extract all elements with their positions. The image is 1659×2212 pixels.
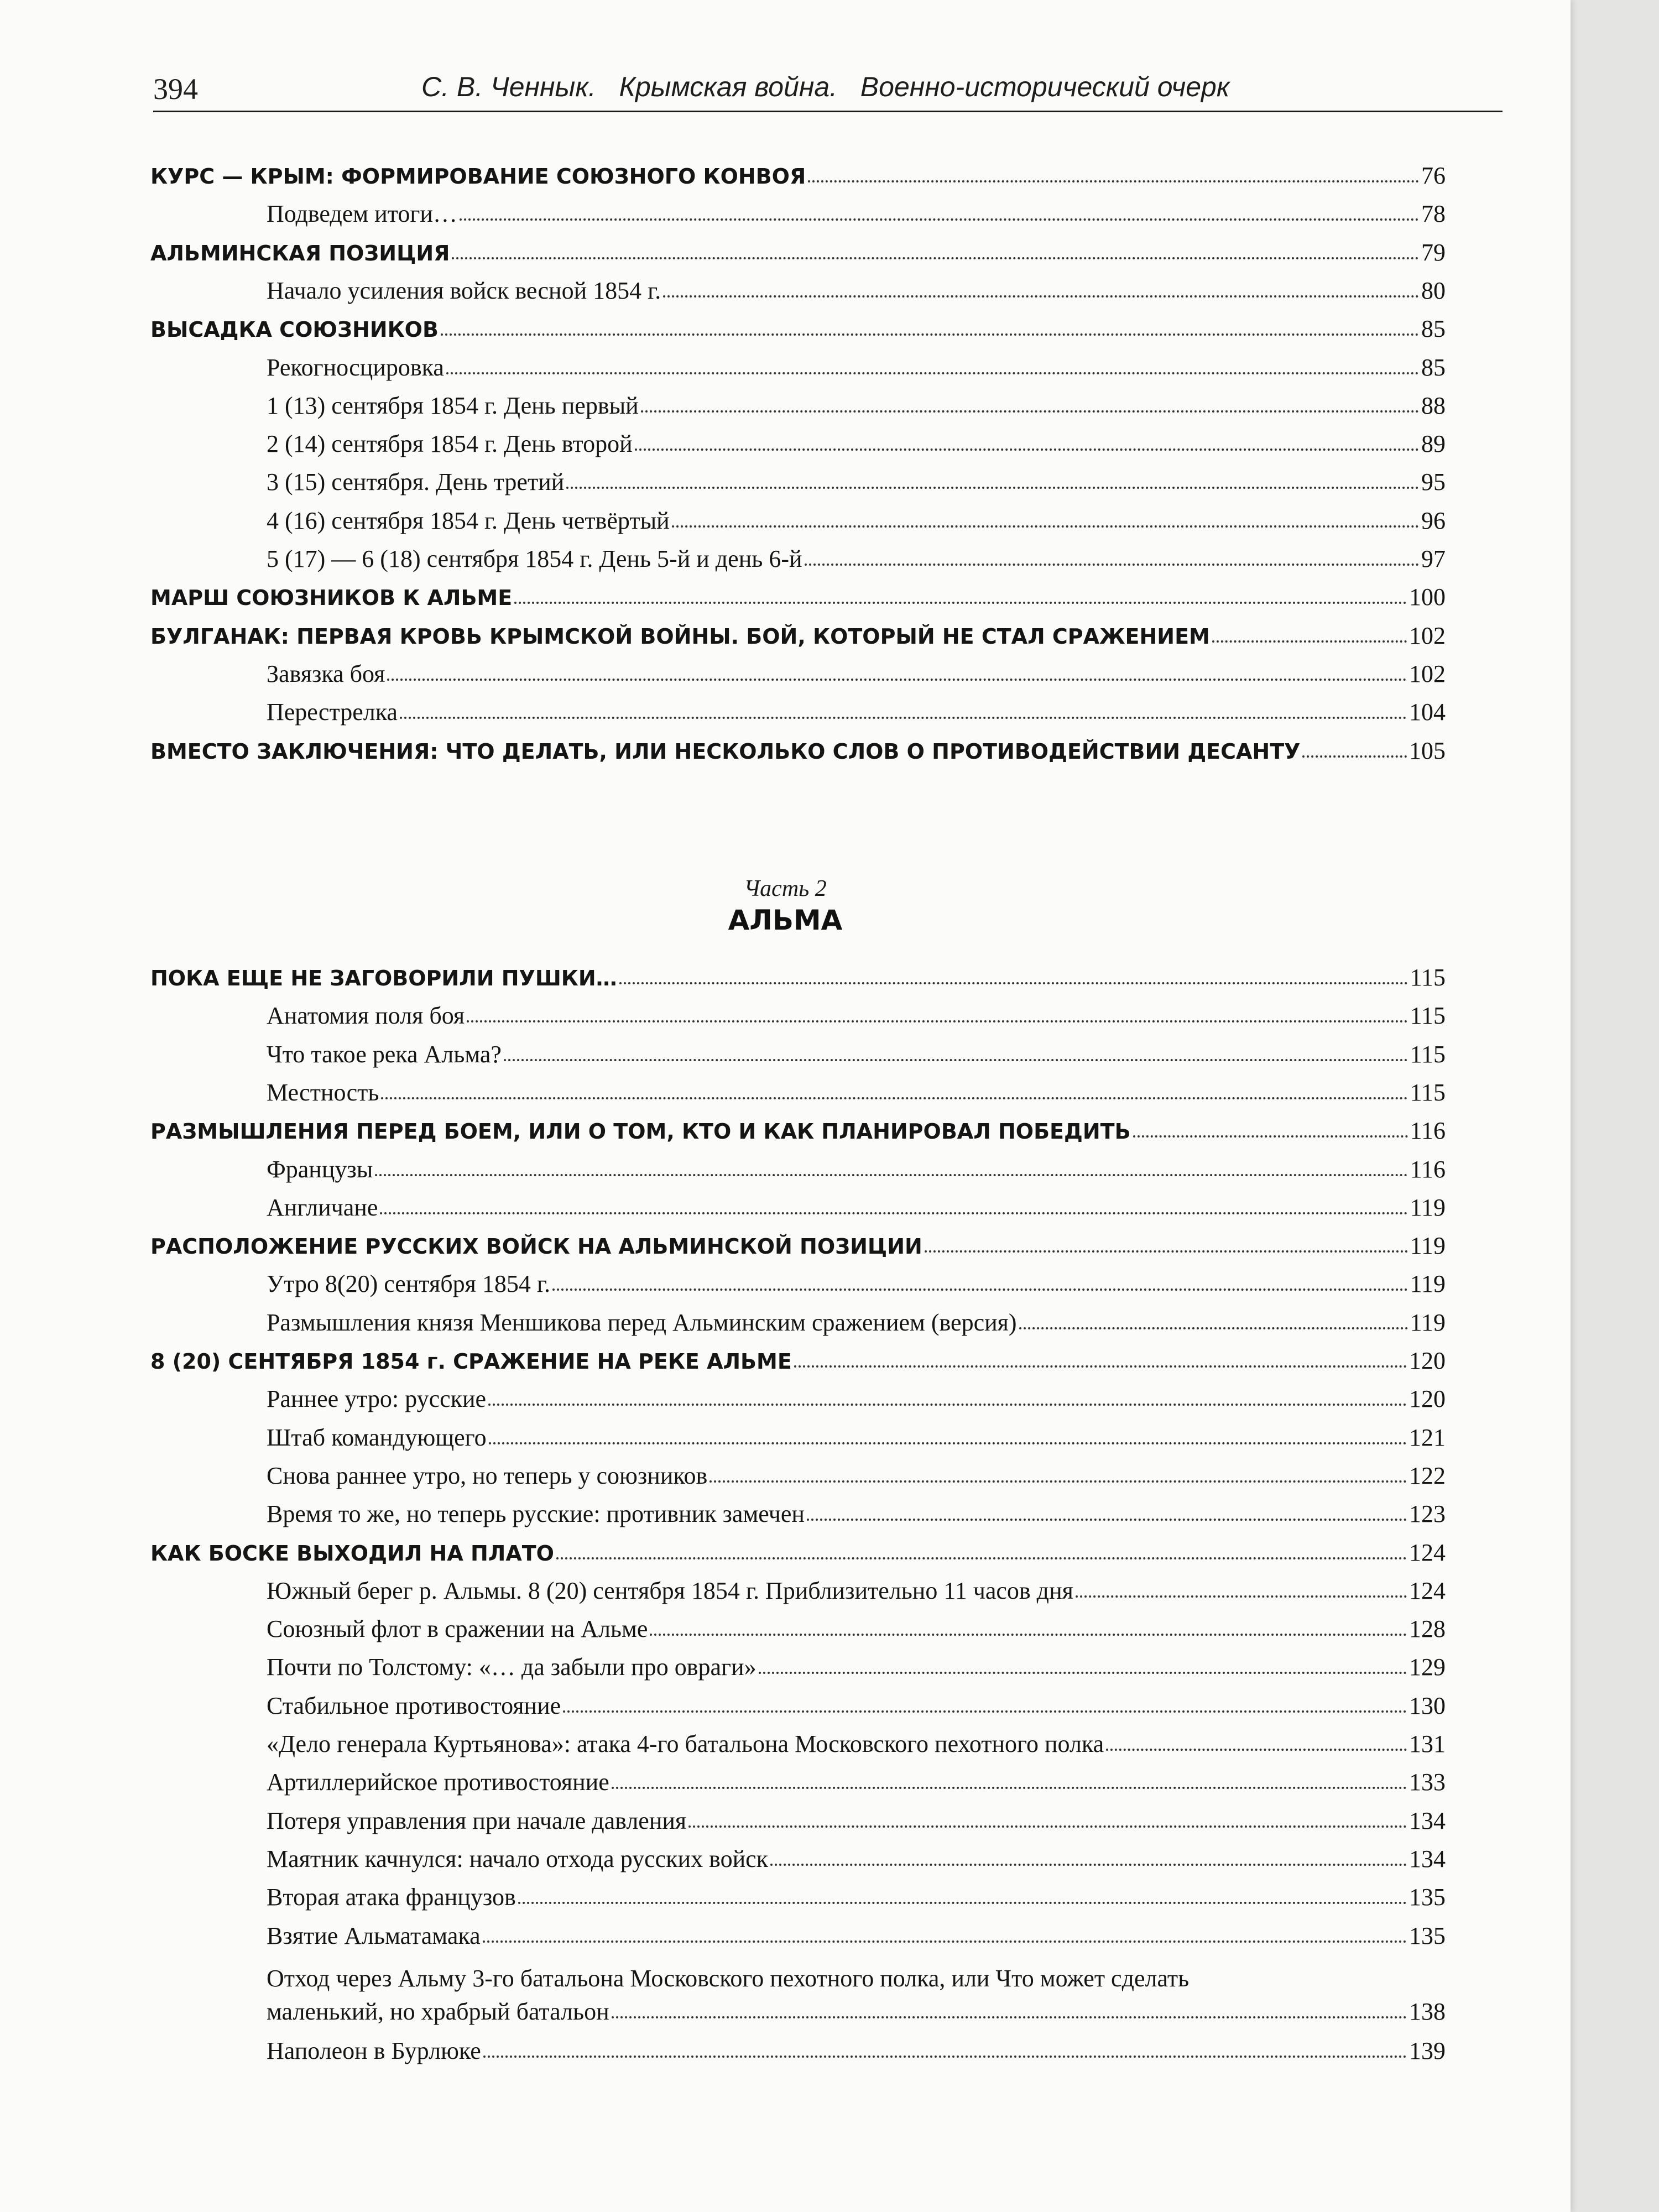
toc-entry-page: 134 (1409, 1845, 1446, 1872)
toc-entry-page: 104 (1409, 698, 1446, 726)
toc-entry-page: 119 (1410, 1309, 1446, 1336)
toc-section-entry[interactable] (267, 1040, 1446, 1078)
toc-entry-title: Местность (267, 1079, 379, 1106)
dot-leader (504, 1058, 1408, 1061)
toc-chapter-entry[interactable] (150, 315, 1446, 352)
toc-entry-page: 102 (1409, 622, 1446, 649)
toc-entry-page: 76 (1421, 162, 1446, 189)
toc-entry-title: Штаб командующего (267, 1424, 487, 1451)
toc-section-entry[interactable] (267, 1807, 1446, 1844)
toc-entry-title: Рекогносцировка (267, 354, 444, 381)
toc-entry-title: 2 (14) сентября 1854 г. День второй (267, 430, 633, 457)
toc-entry-title: Южный берег р. Альмы. 8 (20) сентября 1854 г. Приблизительно 11 часов дня (267, 1577, 1073, 1604)
toc-entry-title: 8 (20) СЕНТЯБРЯ 1854 г. СРАЖЕНИЕ НА РЕКЕ АЛЬМЕ (150, 1349, 792, 1374)
toc-section-entry[interactable] (267, 468, 1446, 505)
toc-chapter-entry[interactable] (150, 1538, 1446, 1576)
toc-entry-multiline[interactable] (267, 1960, 1446, 2035)
dot-leader (807, 1518, 1407, 1521)
toc-section-entry[interactable] (267, 1500, 1446, 1537)
toc-section-entry[interactable] (267, 1883, 1446, 1921)
dot-leader (770, 1863, 1407, 1866)
toc-section-entry[interactable] (267, 430, 1446, 467)
dot-leader (489, 1442, 1407, 1444)
dot-leader (925, 1250, 1408, 1253)
toc-section-entry[interactable] (267, 1308, 1446, 1346)
dot-leader (650, 1633, 1407, 1636)
dot-leader (1019, 1327, 1408, 1329)
toc-entry-page: 120 (1409, 1347, 1446, 1374)
dot-leader (514, 601, 1407, 604)
toc-entry-title-line1: Отход через Альму 3-го батальона Московского пехотного полка, или Что может сделать (267, 1965, 1190, 1992)
dot-leader (446, 372, 1419, 374)
dot-leader (452, 257, 1419, 259)
dot-leader (488, 1403, 1407, 1406)
toc-section-entry[interactable] (267, 353, 1446, 391)
toc-section-entry[interactable] (267, 1001, 1446, 1039)
toc-entry-title: Снова раннее утро, но теперь у союзников (267, 1462, 708, 1489)
toc-entry-page: 115 (1410, 1002, 1446, 1029)
toc-entry-title: Перестрелка (267, 698, 398, 726)
toc-entry-title: Завязка боя (267, 660, 385, 687)
toc-section-entry[interactable] (267, 1423, 1446, 1461)
toc-section-entry[interactable] (267, 1922, 1446, 1959)
toc-entry-page: 124 (1409, 1539, 1446, 1566)
toc-entry-page: 79 (1421, 239, 1446, 266)
toc-chapter-entry[interactable] (150, 622, 1446, 659)
toc-entry-page: 120 (1409, 1385, 1446, 1412)
toc-section-entry[interactable] (267, 2037, 1446, 2074)
toc-entry-page: 139 (1409, 2037, 1446, 2064)
toc-chapter-entry[interactable] (150, 583, 1446, 620)
dot-leader (612, 2016, 1407, 2018)
toc-section-entry[interactable] (267, 507, 1446, 544)
dot-leader (1302, 755, 1407, 758)
toc-chapter-entry[interactable] (150, 1117, 1446, 1154)
toc-entry-page: 116 (1410, 1156, 1446, 1183)
toc-entry-page: 122 (1409, 1462, 1446, 1489)
dot-leader (663, 295, 1419, 298)
toc-entry-title: 1 (13) сентября 1854 г. День первый (267, 392, 639, 419)
toc-entry-page: 100 (1409, 583, 1446, 611)
dot-leader (612, 1786, 1407, 1789)
toc-entry-title: Союзный флот в сражении на Альме (267, 1615, 648, 1642)
toc-entry-page: 119 (1410, 1194, 1446, 1221)
toc-entry-title: Начало усиления войск весной 1854 г. (267, 277, 661, 304)
toc-entry-title: ВМЕСТО ЗАКЛЮЧЕНИЯ: ЧТО ДЕЛАТЬ, ИЛИ НЕСКОЛЬКО СЛОВ О ПРОТИВОДЕЙСТВИИ ДЕСАНТУ (150, 739, 1301, 764)
dot-leader (709, 1480, 1407, 1483)
toc-chapter-entry[interactable] (150, 737, 1446, 774)
toc-entry-title: Подведем итоги… (267, 200, 457, 227)
toc-entry-page: 138 (1409, 1998, 1446, 2025)
dot-leader (483, 1940, 1407, 1943)
toc-entry-title: Время то же, но теперь русские: противник замечен (267, 1500, 805, 1527)
toc-entry-page: 102 (1409, 660, 1446, 687)
toc-entry-title: КУРС — КРЫМ: ФОРМИРОВАНИЕ СОЮЗНОГО КОНВОЯ (150, 164, 806, 189)
toc-entry-title: Раннее утро: русские (267, 1385, 487, 1412)
toc-chapter-entry[interactable] (150, 963, 1446, 1001)
toc-entry-page: 128 (1409, 1615, 1446, 1642)
toc-entry-title: Маятник качнулся: начало отхода русских войск (267, 1845, 769, 1872)
dot-leader (380, 1212, 1407, 1214)
toc-entry-page: 105 (1409, 737, 1446, 764)
toc-entry-page: 130 (1409, 1692, 1446, 1719)
dot-leader (1106, 1748, 1407, 1751)
toc-chapter-entry[interactable] (150, 1232, 1446, 1269)
toc-entry-page: 134 (1409, 1807, 1446, 1834)
dot-leader (1076, 1595, 1407, 1598)
dot-leader (556, 1557, 1407, 1559)
toc-entry-title: ВЫСАДКА СОЮЗНИКОВ (150, 317, 439, 342)
toc-chapter-entry[interactable] (150, 1347, 1446, 1384)
toc-section-entry[interactable] (267, 1653, 1446, 1691)
dot-leader (759, 1671, 1407, 1674)
toc-section-entry[interactable] (267, 660, 1446, 697)
toc-entry-title: Размышления князя Меншикова перед Альминским сражением (версия) (267, 1309, 1017, 1336)
dot-leader (381, 1097, 1407, 1099)
toc-section-entry[interactable] (267, 1845, 1446, 1882)
toc-entry-title: Почти по Толстому: «… да забыли про овраги» (267, 1653, 757, 1681)
toc-entry-title: Наполеон в Бурлюке (267, 2037, 481, 2064)
dot-leader (400, 716, 1407, 719)
toc-section-entry[interactable] (267, 200, 1446, 237)
toc-entry-page: 115 (1410, 1041, 1446, 1068)
toc-entry-page: 135 (1409, 1922, 1446, 1949)
toc-entry-title: Артиллерийское противостояние (267, 1768, 609, 1796)
dot-leader (808, 180, 1419, 182)
toc-entry-title: Утро 8(20) сентября 1854 г. (267, 1270, 550, 1297)
toc-entry-title: Потеря управления при начале давления (267, 1807, 687, 1834)
toc-section-entry[interactable] (267, 1577, 1446, 1614)
toc-entry-page: 129 (1409, 1653, 1446, 1681)
toc-section-entry[interactable] (267, 392, 1446, 429)
dot-leader (563, 1710, 1407, 1713)
toc-entry-title: ПОКА ЕЩЕ НЕ ЗАГОВОРИЛИ ПУШКИ… (150, 966, 617, 990)
dot-leader (794, 1365, 1407, 1368)
toc-entry-page: 80 (1421, 277, 1446, 304)
toc-chapter-entry[interactable] (150, 238, 1446, 276)
dot-leader (672, 525, 1419, 528)
toc-entry-title: БУЛГАНАК: ПЕРВАЯ КРОВЬ КРЫМСКОЙ ВОЙНЫ. БОЙ, КОТОРЫЙ НЕ СТАЛ СРАЖЕНИЕМ (150, 624, 1210, 649)
toc-entry-title: РАСПОЛОЖЕНИЕ РУССКИХ ВОЙСК НА АЛЬМИНСКОЙ ПОЗИЦИИ (150, 1234, 922, 1259)
dot-leader (518, 1901, 1407, 1904)
toc-entry-page: 135 (1409, 1884, 1446, 1911)
dot-leader (1133, 1135, 1408, 1138)
toc-entry-title: 5 (17) — 6 (18) сентября 1854 г. День 5-й и день 6-й (267, 545, 802, 572)
toc-entry-title: РАЗМЫШЛЕНИЯ ПЕРЕД БОЕМ, ИЛИ О ТОМ, КТО И КАК ПЛАНИРОВАЛ ПОБЕДИТЬ (150, 1119, 1131, 1144)
toc-section-entry[interactable] (267, 1768, 1446, 1806)
dot-leader (688, 1825, 1407, 1828)
toc-entry-page: 133 (1409, 1768, 1446, 1796)
toc-entry-page: 119 (1410, 1232, 1446, 1259)
dot-leader (635, 448, 1419, 451)
dot-leader (460, 218, 1419, 221)
toc-section-entry[interactable] (267, 1730, 1446, 1767)
toc-entry-title: Стабильное противостояние (267, 1692, 561, 1719)
toc-entry-title: Анатомия поля боя (267, 1002, 465, 1029)
toc-section-entry[interactable] (267, 1385, 1446, 1422)
toc-entry-title: Англичане (267, 1194, 378, 1221)
toc-entry-title: 4 (16) сентября 1854 г. День четвёртый (267, 507, 670, 534)
toc-entry-title: АЛЬМИНСКАЯ ПОЗИЦИЯ (150, 241, 450, 265)
dot-leader (387, 678, 1407, 681)
toc-entry-title: 3 (15) сентября. День третий (267, 468, 565, 495)
dot-leader (805, 563, 1419, 566)
toc-section-entry[interactable] (267, 1193, 1446, 1231)
toc-entry-page: 123 (1409, 1500, 1446, 1527)
dot-leader (552, 1288, 1408, 1291)
toc-entry-page: 124 (1409, 1577, 1446, 1604)
toc-entry-title: Взятие Альматамака (267, 1922, 481, 1949)
toc-entry-page: 85 (1421, 354, 1446, 381)
toc-section-entry[interactable] (267, 545, 1446, 582)
dot-leader (619, 982, 1408, 984)
toc-section-entry[interactable] (267, 1078, 1446, 1116)
toc-entry-title-line2: маленький, но храбрый батальон (267, 1998, 609, 2025)
dot-leader (641, 410, 1419, 413)
toc-entry-title: «Дело генерала Куртьянова»: атака 4-го батальона Московского пехотного полка (267, 1730, 1104, 1757)
toc-entry-title: Французы (267, 1156, 373, 1183)
toc-entry-page: 89 (1421, 430, 1446, 457)
toc-entry-title: КАК БОСКЕ ВЫХОДИЛ НА ПЛАТО (150, 1541, 554, 1566)
toc-entry-title: МАРШ СОЮЗНИКОВ К АЛЬМЕ (150, 586, 513, 610)
toc-entry-page: 97 (1421, 545, 1446, 572)
toc-section-entry[interactable] (267, 1462, 1446, 1499)
dot-leader (566, 486, 1419, 489)
dot-leader (1212, 640, 1407, 643)
toc-section-entry[interactable] (267, 698, 1446, 735)
toc-entry-page: 85 (1421, 315, 1446, 342)
toc-entry-page: 78 (1421, 200, 1446, 227)
toc-chapter-entry[interactable] (150, 161, 1446, 199)
running-head: С. В. Ченнык. Крымская война. Военно-исторический очерк (421, 71, 1230, 102)
toc-section-entry[interactable] (267, 1270, 1446, 1307)
toc-section-entry[interactable] (267, 276, 1446, 314)
part-title: АЛЬМА (728, 904, 843, 936)
dot-leader (483, 2055, 1407, 2058)
toc-section-entry[interactable] (267, 1692, 1446, 1729)
toc-entry-page: 95 (1421, 468, 1446, 495)
toc-entry-page: 121 (1409, 1424, 1446, 1451)
toc-entry-page: 119 (1410, 1270, 1446, 1297)
toc-entry-page: 115 (1410, 1079, 1446, 1106)
dot-leader (375, 1173, 1407, 1176)
toc-entry-page: 88 (1421, 392, 1446, 419)
page-number: 394 (153, 72, 198, 106)
toc-section-entry[interactable] (267, 1615, 1446, 1652)
toc-entry-page: 115 (1410, 964, 1446, 991)
toc-entry-page: 116 (1410, 1117, 1446, 1144)
toc-entry-title: Что такое река Альма? (267, 1041, 502, 1068)
toc-entry-title: Вторая атака французов (267, 1884, 516, 1911)
dot-leader (467, 1020, 1408, 1022)
toc-entry-page: 96 (1421, 507, 1446, 534)
toc-entry-page: 131 (1409, 1730, 1446, 1757)
dot-leader (441, 333, 1419, 336)
part-label: Часть 2 (744, 876, 827, 901)
toc-section-entry[interactable] (267, 1155, 1446, 1193)
